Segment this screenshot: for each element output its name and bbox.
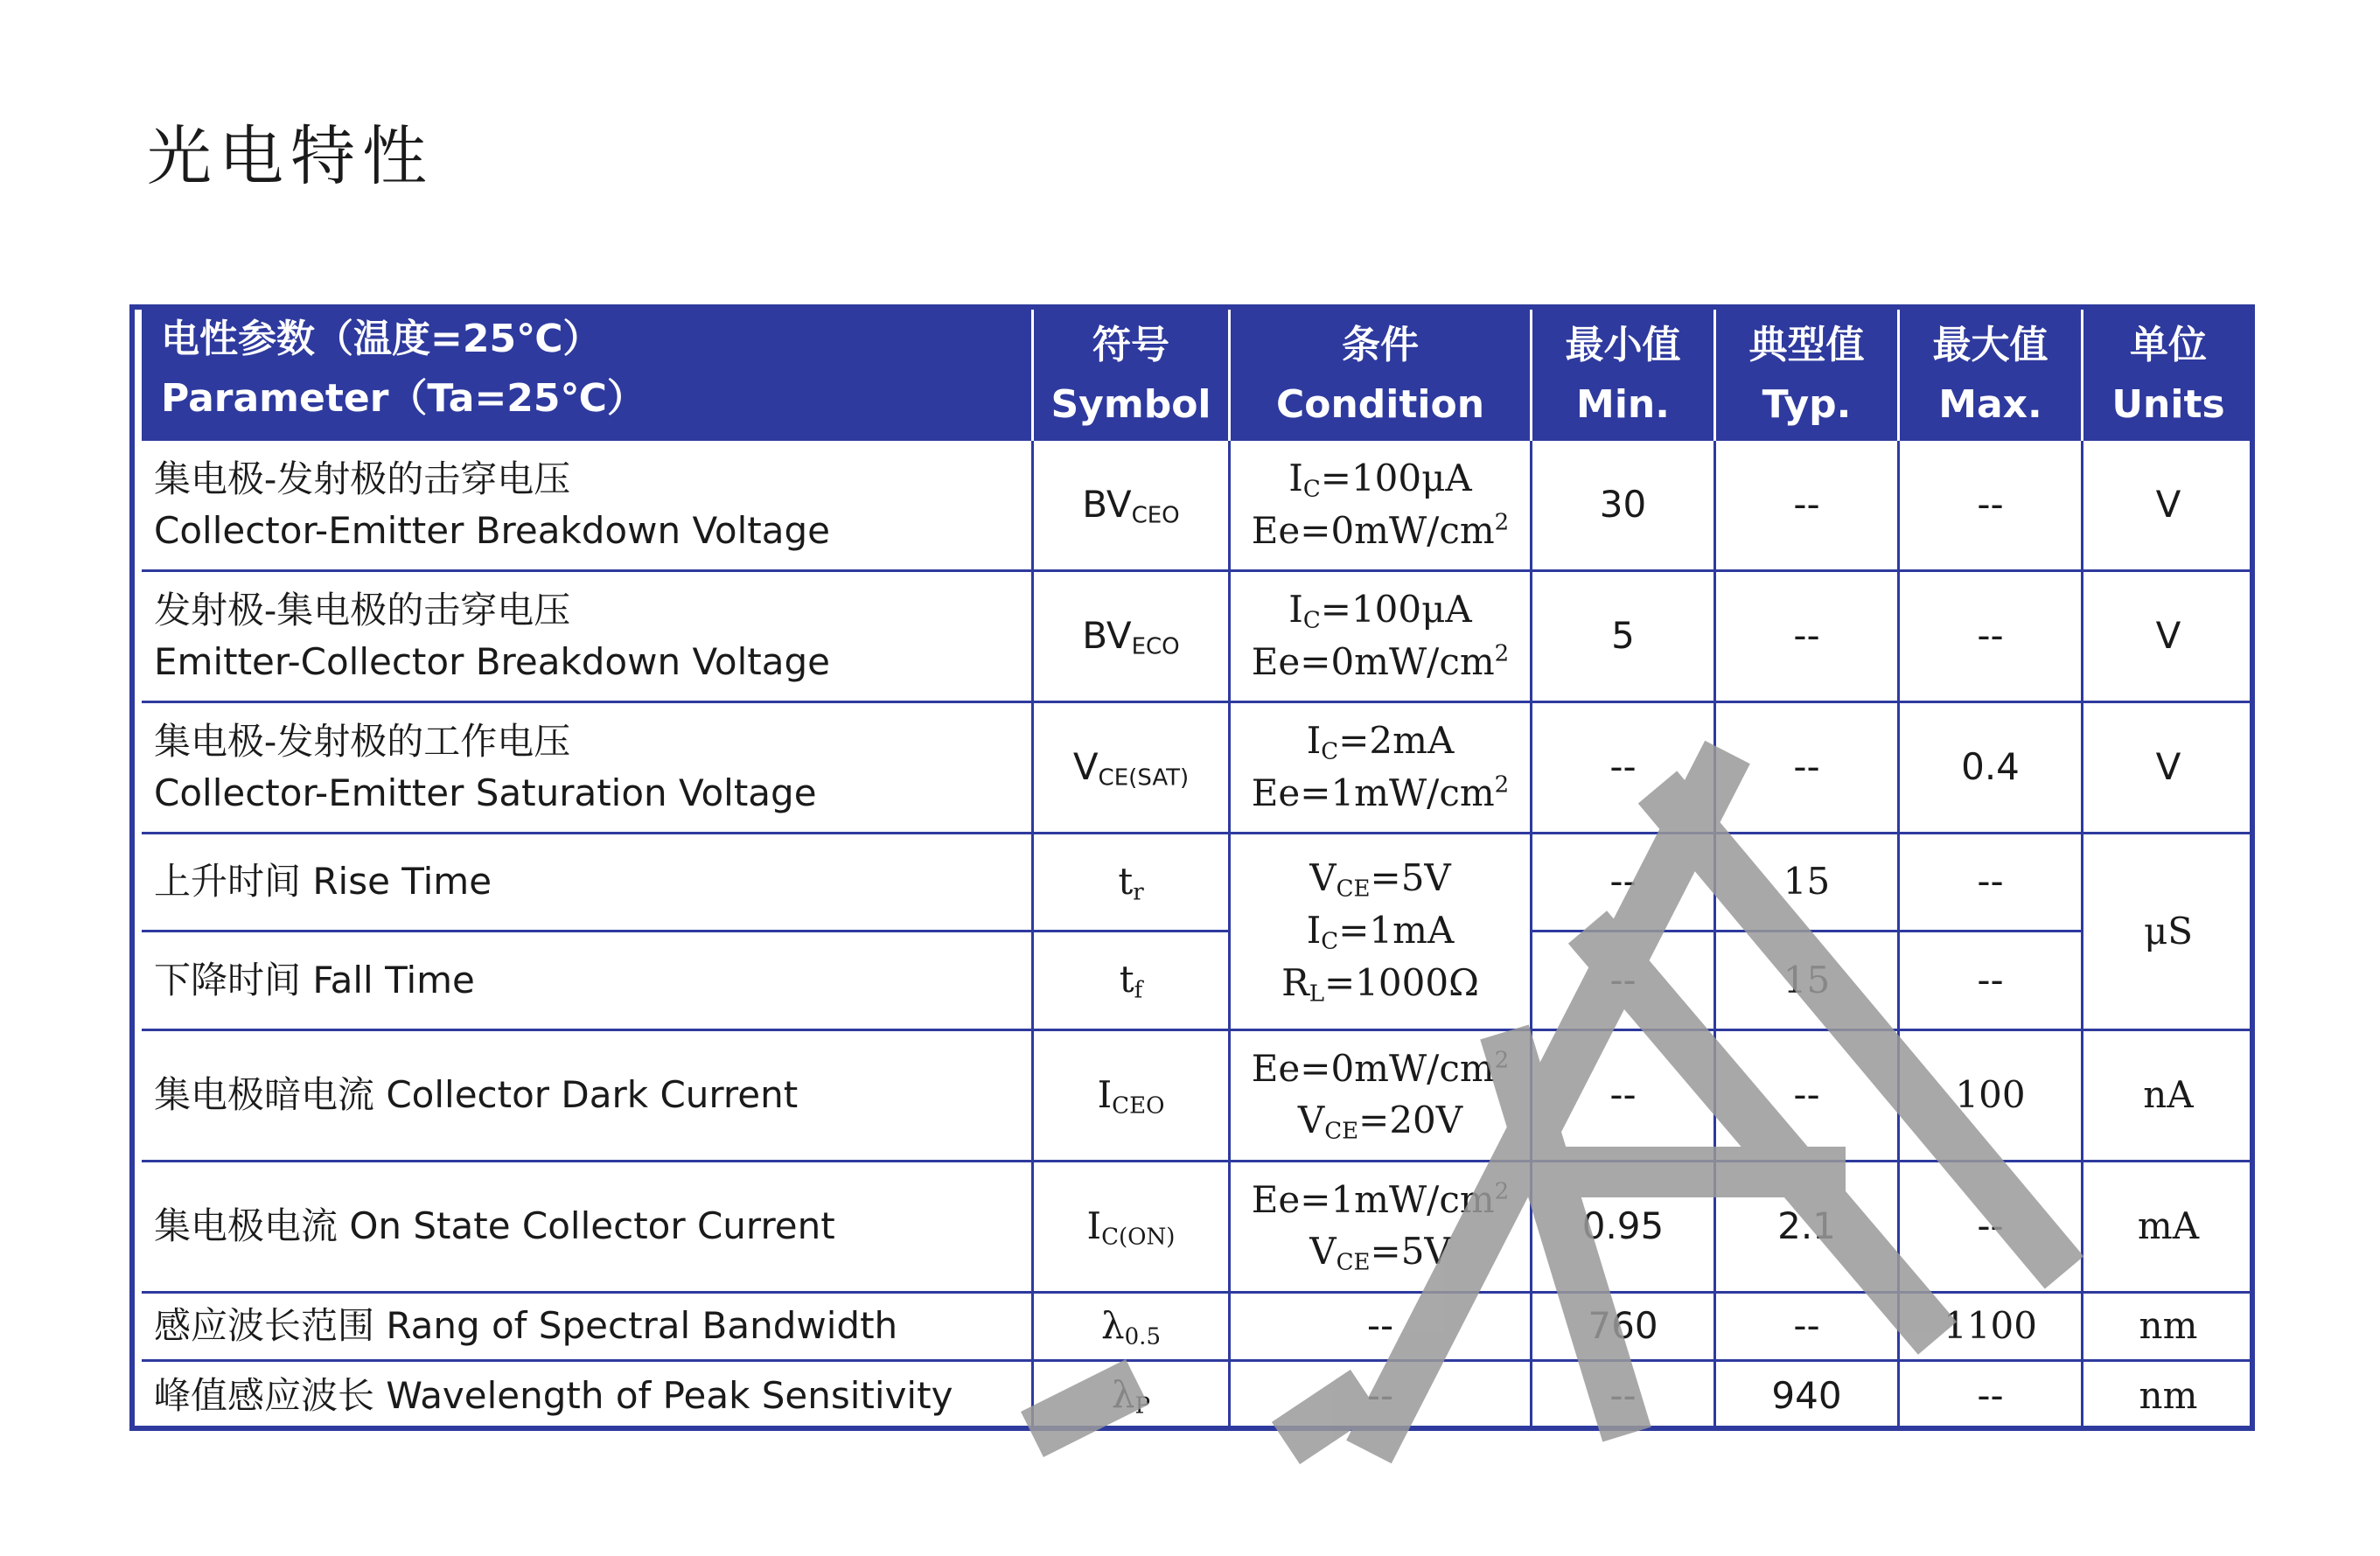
condition-rest: =5V <box>1370 856 1451 900</box>
symbol-main: t <box>1118 859 1134 903</box>
symbol-main: BV <box>1082 482 1132 526</box>
symbol-sub: CEO <box>1131 502 1180 529</box>
condition-main: I <box>1306 719 1322 763</box>
table-cell-condition <box>1231 703 1532 834</box>
header-typ-cn: 典型值 <box>1748 322 1865 367</box>
table-cell-symbol <box>1034 932 1231 1031</box>
symbol-sub: ECO <box>1131 633 1180 660</box>
parameter-text: 集电极暗电流 Collector Dark Current <box>154 1073 799 1117</box>
header-max-en: Max. <box>1938 382 2042 427</box>
header-typ-en: Typ. <box>1762 382 1852 427</box>
condition-sub: C <box>1302 607 1321 634</box>
table-row-parameter <box>142 1362 1034 1430</box>
condition-rest: =20V <box>1358 1098 1463 1141</box>
header-parameter <box>142 310 1034 441</box>
table-cell-symbol <box>1034 1362 1231 1430</box>
table-cell-condition: -- <box>1231 1362 1532 1430</box>
condition-sub: CE <box>1324 1118 1359 1145</box>
electro-optical-characteristics-table <box>129 304 2255 1431</box>
table-row-parameter <box>142 932 1034 1031</box>
condition-main: Ee=0mW/cm <box>1251 640 1495 684</box>
table-cell-max: -- <box>1900 1362 2083 1430</box>
condition-sub: CE <box>1336 1249 1371 1276</box>
header-parameter-en: Parameter（Ta=25℃） <box>161 376 646 422</box>
header-condition-cn: 条件 <box>1342 322 1419 367</box>
header-condition <box>1231 310 1532 441</box>
symbol-sub: CE(SAT) <box>1098 764 1190 792</box>
table-row-parameter <box>142 703 1034 834</box>
symbol-main: λ <box>1100 1303 1125 1347</box>
table-cell-condition <box>1231 572 1532 703</box>
condition-rest: =2mA <box>1338 719 1455 763</box>
table-cell-min: -- <box>1532 932 1716 1031</box>
table-row-parameter <box>142 1031 1034 1162</box>
condition-main: V <box>1309 1229 1337 1273</box>
condition-rest: =5V <box>1370 1229 1451 1273</box>
parameter-cn: 集电极-发射极的击穿电压 <box>154 457 571 500</box>
table-cell-unit: nm <box>2083 1294 2253 1362</box>
parameter-text: 感应波长范围 Rang of Spectral Bandwidth <box>154 1304 898 1348</box>
header-max <box>1900 310 2083 441</box>
symbol-sub: 0.5 <box>1124 1323 1162 1350</box>
parameter-en: Emitter-Collector Breakdown Voltage <box>154 639 830 683</box>
condition-main: V <box>1309 856 1337 900</box>
table-cell-unit: V <box>2083 703 2253 834</box>
symbol-main: t <box>1119 958 1134 1001</box>
table-cell-unit: V <box>2083 441 2253 572</box>
condition-rest: =1000Ω <box>1324 960 1479 1004</box>
symbol-sub: r <box>1133 879 1144 906</box>
condition-sub: C <box>1302 476 1321 503</box>
table-row-parameter <box>142 834 1034 932</box>
table-cell-typ: -- <box>1716 703 1900 834</box>
table-cell-symbol <box>1034 441 1231 572</box>
table-cell-typ: 2.1 <box>1716 1162 1900 1294</box>
condition-main: Ee=1mW/cm <box>1251 1178 1495 1222</box>
condition-sup: 2 <box>1494 1047 1510 1074</box>
table-cell-min: -- <box>1532 703 1716 834</box>
table-cell-symbol <box>1034 572 1231 703</box>
table-cell-max: 1100 <box>1900 1294 2083 1362</box>
table-cell-min: -- <box>1532 834 1716 932</box>
condition-main: Ee=0mW/cm <box>1251 1047 1495 1091</box>
table-cell-min: -- <box>1532 1031 1716 1162</box>
condition-sub: L <box>1309 980 1324 1008</box>
table-cell-symbol <box>1034 1162 1231 1294</box>
symbol-main: V <box>1072 744 1099 788</box>
symbol-sub: f <box>1134 977 1143 1004</box>
header-parameter-cn: 电性参数（温度=25℃） <box>161 317 602 361</box>
table-cell-unit: nA <box>2083 1031 2253 1162</box>
table-cell-condition <box>1231 1162 1532 1294</box>
condition-sup: 2 <box>1494 509 1510 536</box>
parameter-text: 峰值感应波长 Wavelength of Peak Sensitivity <box>154 1373 953 1417</box>
header-symbol-en: Symbol <box>1050 382 1211 427</box>
symbol-sub: CEO <box>1112 1092 1165 1120</box>
table-cell-min: -- <box>1532 1362 1716 1430</box>
condition-main: R <box>1281 960 1309 1004</box>
table-cell-typ: 15 <box>1716 834 1900 932</box>
table-cell-symbol <box>1034 834 1231 932</box>
header-min-cn: 最小值 <box>1565 322 1681 367</box>
symbol-main: I <box>1097 1072 1113 1116</box>
header-units-cn: 单位 <box>2130 322 2207 367</box>
table-cell-min: 5 <box>1532 572 1716 703</box>
table-cell-max: 0.4 <box>1900 703 2083 834</box>
condition-sup: 2 <box>1494 1178 1510 1205</box>
table-cell-typ: -- <box>1716 441 1900 572</box>
header-symbol-cn: 符号 <box>1092 322 1169 367</box>
table-cell-min: 760 <box>1532 1294 1716 1362</box>
condition-main: Ee=1mW/cm <box>1251 771 1495 815</box>
condition-sub: CE <box>1336 876 1371 903</box>
parameter-en: Collector-Emitter Saturation Voltage <box>154 771 817 814</box>
condition-sup: 2 <box>1494 771 1510 799</box>
parameter-en: Collector-Emitter Breakdown Voltage <box>154 508 830 552</box>
table-cell-typ: 15 <box>1716 932 1900 1031</box>
table-cell-max: -- <box>1900 834 2083 932</box>
parameter-cn: 发射极-集电极的击穿电压 <box>154 588 571 631</box>
table-cell-unit: mA <box>2083 1162 2253 1294</box>
condition-sub: C <box>1321 928 1339 955</box>
table-cell-unit-switching: μS <box>2083 834 2253 1031</box>
header-max-cn: 最大值 <box>1932 322 2048 367</box>
table-row-parameter <box>142 441 1034 572</box>
symbol-main: BV <box>1082 613 1132 657</box>
page-title: 光电特性 <box>147 119 434 194</box>
table-row-parameter <box>142 1294 1034 1362</box>
parameter-text: 下降时间 Fall Time <box>154 958 475 1001</box>
header-typ <box>1716 310 1900 441</box>
table-cell-typ: -- <box>1716 1031 1900 1162</box>
table-row-parameter <box>142 572 1034 703</box>
table-cell-symbol <box>1034 703 1231 834</box>
parameter-text: 上升时间 Rise Time <box>154 860 492 904</box>
header-units <box>2083 310 2253 441</box>
condition-main: I <box>1288 457 1303 500</box>
table-cell-unit: V <box>2083 572 2253 703</box>
table-cell-max: -- <box>1900 932 2083 1031</box>
condition-main: I <box>1288 588 1303 631</box>
table-cell-unit: nm <box>2139 1373 2198 1417</box>
table-cell-symbol <box>1034 1294 1231 1362</box>
condition-rest: =1mA <box>1338 909 1455 952</box>
header-symbol <box>1034 310 1231 441</box>
condition-rest: =100μA <box>1320 588 1472 631</box>
table-cell-symbol <box>1034 1031 1231 1162</box>
table-cell-max: -- <box>1900 1162 2083 1294</box>
table-cell-condition-switching <box>1231 834 1532 1031</box>
symbol-main: I <box>1086 1204 1102 1247</box>
table-cell-max: -- <box>1900 572 2083 703</box>
table-cell-typ: -- <box>1716 1294 1900 1362</box>
header-min <box>1532 310 1716 441</box>
table-cell-min: 0.95 <box>1532 1162 1716 1294</box>
condition-main: V <box>1297 1098 1325 1141</box>
symbol-sub: C(ON) <box>1101 1224 1176 1251</box>
condition-rest: =100μA <box>1320 457 1472 500</box>
table-cell-max: 100 <box>1900 1031 2083 1162</box>
condition-main: I <box>1306 909 1322 952</box>
table-cell-condition: -- <box>1231 1294 1532 1362</box>
condition-sup: 2 <box>1494 640 1510 667</box>
header-units-en: Units <box>2111 382 2225 427</box>
symbol-main: λ <box>1111 1373 1135 1417</box>
condition-sub: C <box>1321 738 1339 765</box>
table-cell-min: 30 <box>1532 441 1716 572</box>
table-cell-typ: 940 <box>1716 1362 1900 1430</box>
table-cell-max: -- <box>1900 441 2083 572</box>
symbol-sub: P <box>1134 1392 1151 1420</box>
parameter-cn: 集电极-发射极的工作电压 <box>154 719 571 763</box>
parameter-text: 集电极电流 On State Collector Current <box>154 1204 835 1248</box>
table-cell-condition <box>1231 1031 1532 1162</box>
header-condition-en: Condition <box>1275 382 1485 427</box>
table-cell-condition <box>1231 441 1532 572</box>
table-row-parameter <box>142 1162 1034 1294</box>
table-cell-typ: -- <box>1716 572 1900 703</box>
condition-main: Ee=0mW/cm <box>1251 509 1495 553</box>
header-min-en: Min. <box>1576 382 1670 427</box>
